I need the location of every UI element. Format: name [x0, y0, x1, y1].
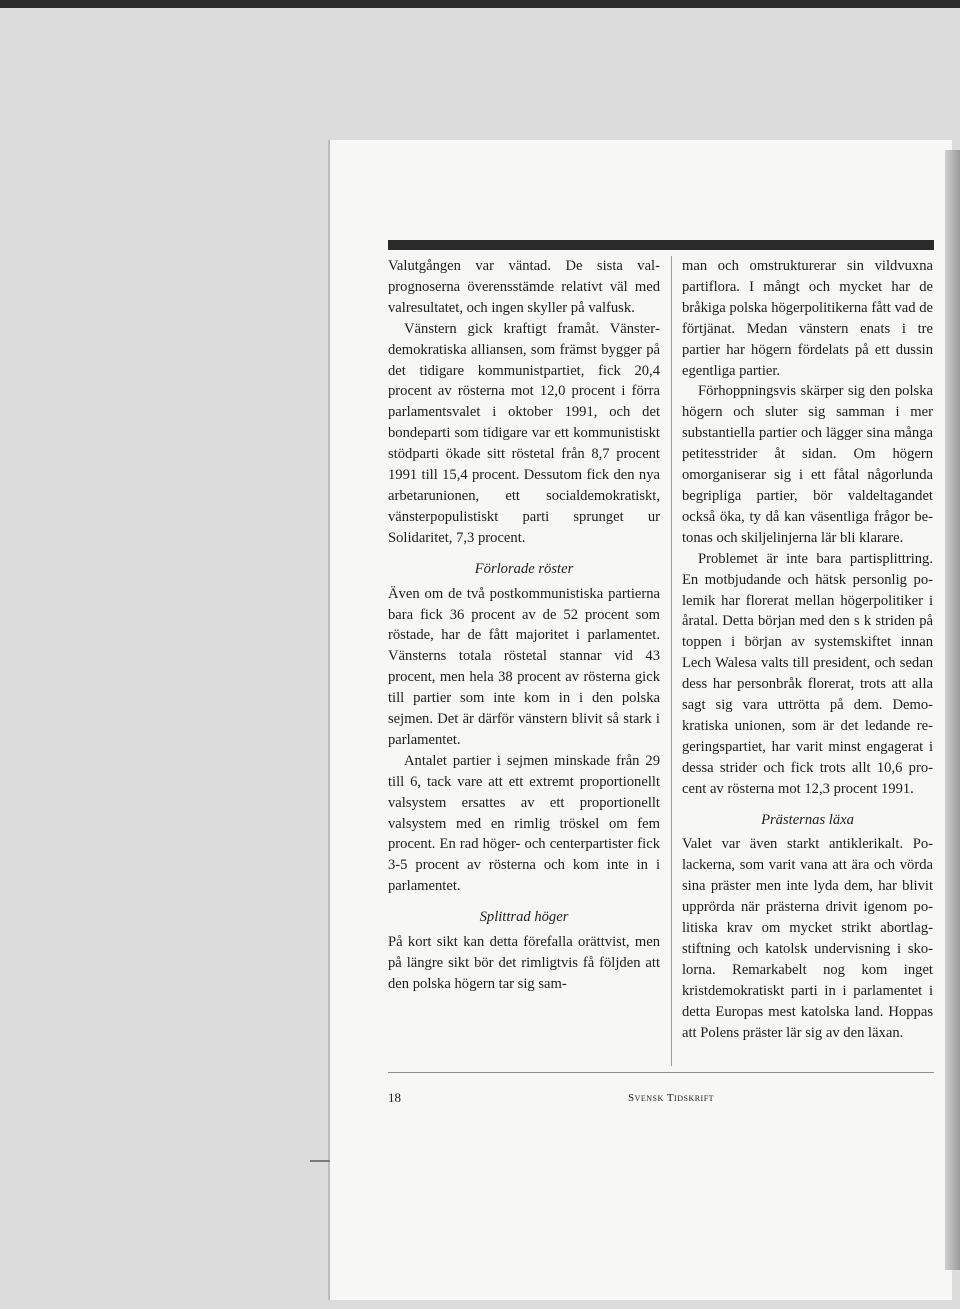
left-paragraph-1: Valutgången var väntad. De sista valprognoserna överensstämde relativt väl med valresultatet, och ingen skyller på valfusk. — [388, 258, 660, 316]
left-paragraph-3: Även om de två postkommunistiska partierna bara fick 36 procent av de 52 procent som röstade, har de fått majoritet i parlamentet. Vänsterns totala röstetal stannar vid 43 procent, men hela 38 procent av rösterna gick till partier som inte kom in i den polska sejmen. Det är därför vänstern blivit så stark i parlamentet. — [388, 585, 660, 748]
page-number: 18 — [388, 1090, 401, 1105]
right-column — [682, 256, 933, 1044]
subheading-prasternas-laxa: Prästernas läxa — [761, 811, 854, 828]
left-paragraph-2: Vänstern gick kraftigt framåt. Vänsterdemokratiska alliansen, som främst bygger på det tidigare kommunistpartiet, fick 20,4 procent av rösterna mot 12,0 procent i förra parlamentsvalet i oktober 1991, och det bondeparti som tidigare var ett kommunistiskt stödparti ökade sitt röstetal från 8,7 procent 1991 till 15,4 procent. Dessutom fick den nya arbetarunionen, ett socialdemokratiskt, vänsterpopulistiskt parti sprunget ur Solidaritet, 7,3 procent. — [388, 320, 660, 546]
right-paragraph-1: man och omstrukturerar sin vildvuxna partiflora. I mångt och mycket har de bråkiga polska högerpolitikerna fått vad de förtjänat. Medan vänstern enats i tre partier har högern fördelats på ett dussin egentliga partier. — [682, 258, 933, 379]
left-paragraph-5: På kort sikt kan detta förefalla orättvist, men på längre sikt bör det rimligtvis få följden att den polska högern tar sig sam- — [388, 934, 660, 992]
journal-name: Svensk Tidskrift — [628, 1092, 715, 1104]
header-rule — [388, 240, 934, 250]
scan-artifact-line — [310, 1160, 330, 1162]
subheading-splittrad-hoger: Splittrad höger — [479, 909, 569, 926]
right-paragraph-3: Problemet är inte bara partisplittring. En motbjudande och hätsk personlig polemik har florerat mellan högerpolitiker i åratal. Detta början med den s k striden på toppen i början av systemskiftet innan Lech Walesa valts till president, och sedan dess har personbråk florerat, trots att alla sagt sig vara uttrötta på dem. Demokratiska unionen, som är det ledande regeringspartiet, har varit minst engagerat i dessa strider och fick trots allt 10,6 procent av rösterna mot 12,3 procent 1991. — [682, 550, 933, 797]
left-column — [388, 256, 660, 995]
footer-rule — [388, 1072, 934, 1073]
scan-top-edge — [0, 0, 960, 8]
right-paragraph-2: Förhoppningsvis skärper sig den polska högern och sluter sig samman i mer substantiella partier och lägger sina många petitesstrider åt sidan. Om högern omorganiserar sig i ett fåtal någorlunda begripliga partier, bör valdeltagandet också öka, ty då kan väsentliga frågor betonas och skiljelinjerna lär bli klarare. — [682, 383, 933, 546]
column-divider — [671, 256, 672, 1066]
left-paragraph-4: Antalet partier i sejmen minskade från 29 till 6, tack vare att ett extremt proportionellt valsystem ersattes av ett proportionellt valsystem med en rimlig tröskel om fem procent. En rad höger- och centerpartister fick 3-5 procent av rösterna och kom inte in i parlamentet. — [388, 752, 660, 895]
subheading-forlorade-roster: Förlorade röster — [474, 560, 574, 577]
right-paragraph-4: Valet var även starkt antiklerikalt. Polackerna, som varit vana att ära och vörda sina präster men inte lyda dem, har blivit upprörda när prästerna drivit igenom politiska krav om mycket strikt abortlagstiftning och katolsk undervisning i skolorna. Remarkabelt nog kom inget kristdemokratiskt parti in i parlamentet i detta Europas mest katolska land. Hoppas att Polens präster lär sig av den läxan. — [682, 836, 933, 1041]
page-binding-shadow — [945, 150, 960, 1270]
